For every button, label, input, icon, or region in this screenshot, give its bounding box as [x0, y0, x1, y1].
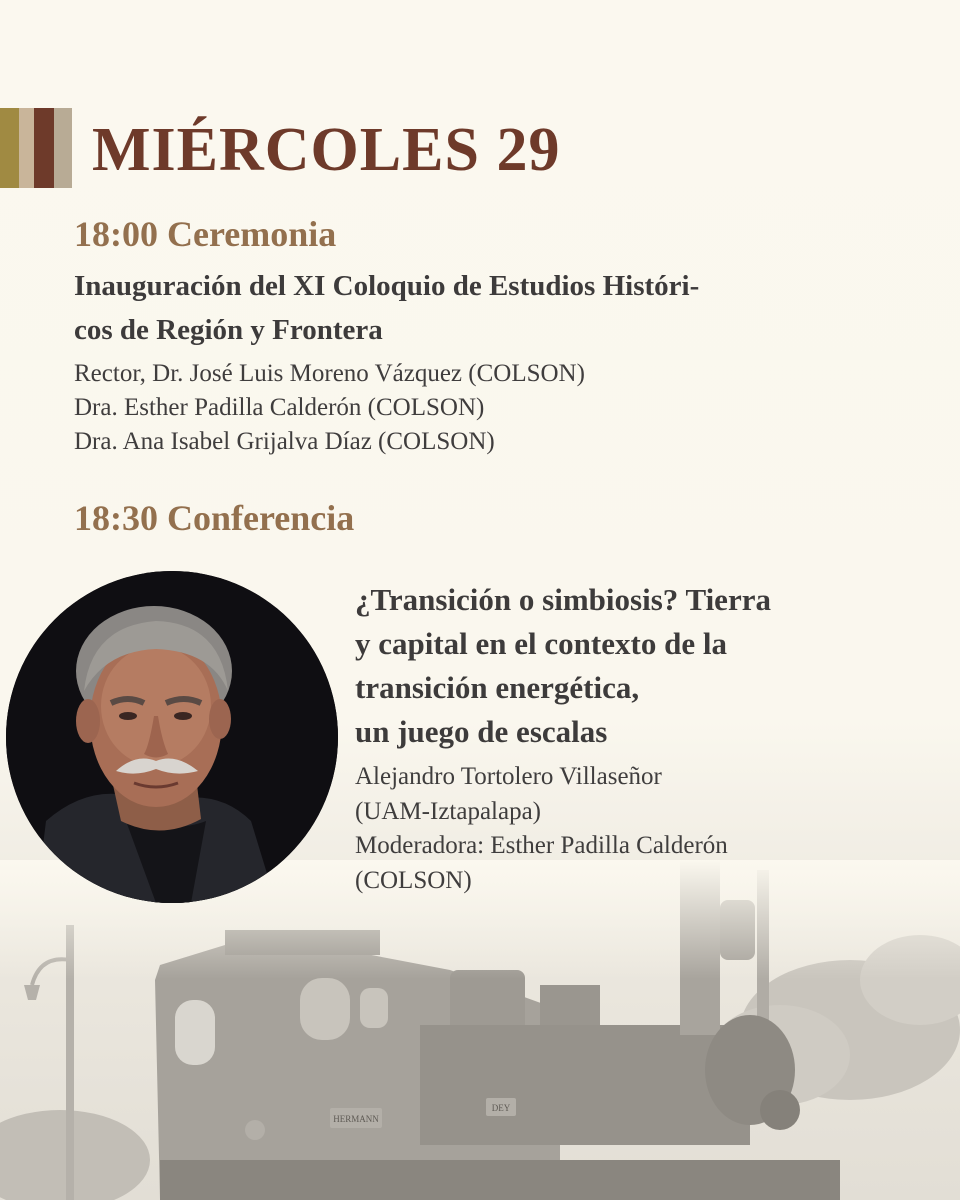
conference-title: [355, 578, 935, 754]
speaker-name: Alejandro Tortolero Villaseñor: [355, 763, 662, 790]
day-title: MIÉRCOLES 29: [92, 116, 561, 184]
ceremony-title-line: cos de Región y Frontera: [74, 314, 383, 346]
speaker-portrait: [6, 571, 338, 903]
moderator-name: Moderadora: Esther Padilla Calderón: [355, 832, 728, 859]
header-color-bar: [0, 108, 72, 188]
ceremony-participants: [74, 357, 585, 459]
ceremony-time-heading: 18:00 Ceremonia: [74, 214, 337, 254]
ceremony-title: [74, 264, 834, 352]
color-stripe: [19, 108, 34, 188]
conference-time-heading: 18:30 Conferencia: [74, 498, 355, 538]
conference-title-line: un juego de escalas: [355, 714, 608, 749]
conference-title-line: ¿Transición o simbiosis? Tierra: [355, 582, 771, 617]
locomotive-background-image: [0, 860, 960, 1200]
participant-name: Dra. Ana Isabel Grijalva Díaz (COLSON): [74, 428, 495, 455]
participant-name: Dra. Esther Padilla Calderón (COLSON): [74, 394, 485, 421]
participant-name: Rector, Dr. José Luis Moreno Vázquez (COLSON): [74, 360, 585, 387]
color-stripe: [54, 108, 72, 188]
ceremony-title-line: Inauguración del XI Coloquio de Estudios Históri-: [74, 270, 700, 302]
speaker-affiliation: (UAM-Iztapalapa): [355, 797, 542, 825]
color-stripe: [34, 108, 54, 188]
color-stripe: [0, 108, 19, 188]
conference-title-line: transición energética,: [355, 670, 640, 705]
conference-speakers: [355, 760, 728, 898]
moderator-affiliation: (COLSON): [355, 866, 472, 894]
conference-title-line: y capital en el contexto de la: [355, 626, 727, 661]
